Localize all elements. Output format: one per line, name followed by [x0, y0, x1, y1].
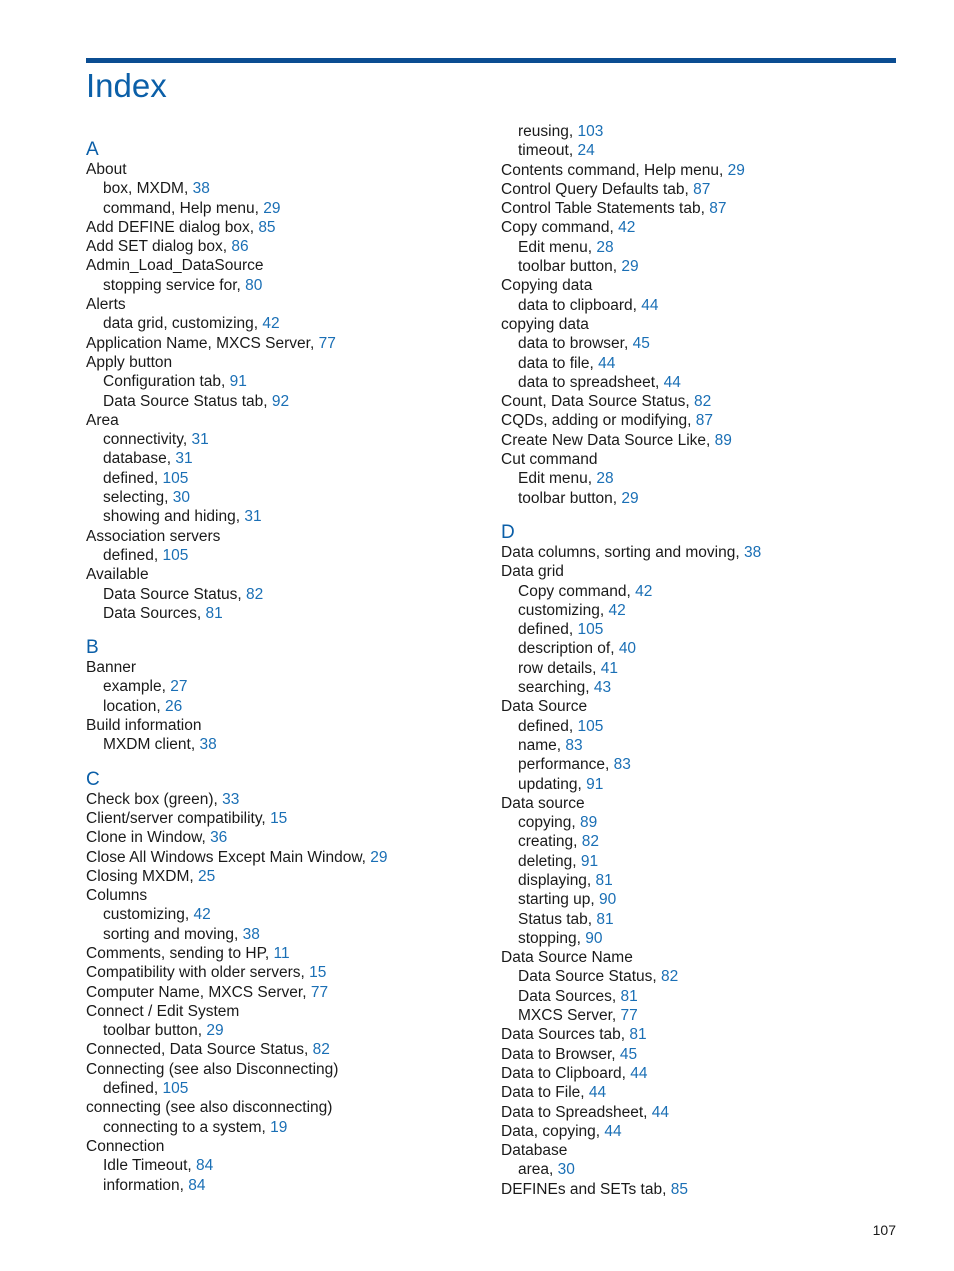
page-reference-link[interactable]: 15	[309, 964, 327, 982]
index-entry	[501, 794, 901, 813]
page-reference-link[interactable]: 81	[620, 987, 638, 1005]
index-entry	[501, 431, 901, 450]
page-reference-link[interactable]: 29	[370, 848, 388, 866]
index-entry	[86, 809, 486, 828]
index-subentry	[86, 1118, 486, 1137]
index-entry	[501, 218, 901, 237]
page-reference-link[interactable]: 80	[245, 276, 263, 294]
index-term: defined,	[103, 546, 163, 564]
index-entry	[86, 1060, 486, 1079]
index-term: timeout,	[518, 142, 578, 160]
page-reference-link[interactable]: 90	[599, 891, 617, 909]
index-term: Closing MXDM,	[86, 867, 198, 885]
index-term: Check box (green),	[86, 790, 223, 808]
index-term: Association servers	[86, 527, 221, 545]
index-term: Cut command	[501, 451, 598, 469]
index-entry	[86, 1002, 486, 1021]
page-reference-link[interactable]: 42	[262, 315, 280, 333]
page-reference-link[interactable]: 82	[581, 833, 600, 851]
index-term: updating,	[518, 775, 587, 793]
index-entry	[86, 790, 486, 809]
page-reference-link[interactable]: 81	[629, 1026, 647, 1044]
index-subentry	[86, 1156, 486, 1175]
index-entry	[501, 315, 901, 334]
page-reference-link[interactable]: 30	[557, 1161, 575, 1179]
index-term: row details,	[518, 659, 601, 677]
page-reference-link[interactable]: 82	[661, 968, 679, 986]
page-reference-link[interactable]: 91	[229, 373, 247, 391]
index-term: Copy command,	[518, 582, 636, 600]
index-entry	[86, 218, 486, 237]
page-reference-link[interactable]: 30	[172, 489, 191, 507]
index-entry	[501, 276, 901, 295]
index-term: Contents command, Help menu,	[501, 161, 728, 179]
index-entry	[501, 392, 901, 411]
page-reference-link[interactable]: 84	[188, 1176, 206, 1194]
page-reference-link[interactable]: 87	[695, 412, 713, 430]
index-term: Columns	[86, 887, 148, 905]
index-subentry	[501, 257, 901, 276]
index-term: box, MXDM,	[103, 180, 193, 198]
page-reference-link[interactable]: 105	[162, 546, 189, 564]
index-subentry	[501, 1006, 901, 1025]
index-term: Build information	[86, 717, 202, 735]
index-subentry	[501, 717, 901, 736]
index-subentry	[86, 546, 486, 565]
page-reference-link[interactable]: 11	[273, 944, 290, 962]
index-term: information,	[103, 1176, 189, 1194]
page-reference-link[interactable]: 44	[598, 354, 616, 372]
index-term: Data Source Status,	[518, 968, 662, 986]
page-reference-link[interactable]: 44	[663, 373, 681, 391]
page-reference-link[interactable]: 45	[632, 335, 650, 353]
index-term: Add DEFINE dialog box,	[86, 218, 259, 236]
index-term: Banner	[86, 659, 136, 677]
index-entry	[501, 948, 901, 967]
index-term: Data, copying,	[501, 1122, 605, 1140]
index-subentry	[501, 639, 901, 658]
index-subentry	[86, 199, 486, 218]
index-subentry	[501, 620, 901, 639]
index-entry	[86, 716, 486, 735]
index-entry	[501, 1025, 901, 1044]
index-letter-heading: B	[86, 637, 99, 659]
index-term: Control Table Statements tab,	[501, 200, 710, 218]
index-entry	[501, 697, 901, 716]
page-reference-link[interactable]: 36	[210, 829, 228, 847]
index-subentry	[86, 469, 486, 488]
index-term: Computer Name, MXCS Server,	[86, 983, 311, 1001]
index-term: connecting (see also disconnecting)	[86, 1099, 333, 1117]
index-term: Create New Data Source Like,	[501, 431, 715, 449]
page-reference-link[interactable]: 87	[693, 180, 711, 198]
page-reference-link[interactable]: 24	[577, 142, 595, 160]
index-subentry	[501, 334, 901, 353]
index-entry	[86, 848, 486, 867]
index-subentry	[501, 890, 901, 909]
index-term: starting up,	[518, 891, 599, 909]
index-entry	[86, 160, 486, 179]
page-reference-link[interactable]: 42	[193, 906, 211, 924]
index-term: customizing,	[103, 906, 194, 924]
index-subentry	[86, 905, 486, 924]
index-entry	[501, 1045, 901, 1064]
index-term: Status tab,	[518, 910, 597, 928]
index-term: command, Help menu,	[103, 199, 264, 217]
index-term: Data Source Name	[501, 949, 633, 967]
index-term: toolbar button,	[103, 1022, 207, 1040]
index-term: Data source	[501, 794, 585, 812]
index-entry	[501, 199, 901, 218]
page-reference-link[interactable]: 77	[318, 334, 336, 352]
index-subentry	[501, 354, 901, 373]
page-reference-link[interactable]: 44	[641, 296, 659, 314]
index-entry	[501, 543, 901, 562]
index-term: searching,	[518, 679, 594, 697]
index-letter-heading: A	[86, 139, 99, 160]
page-reference-link[interactable]: 91	[586, 775, 604, 793]
page-reference-link[interactable]: 105	[577, 717, 604, 735]
index-term: Compatibility with older servers,	[86, 964, 310, 982]
index-term: Close All Windows Except Main Window,	[86, 848, 371, 866]
index-term: connecting to a system,	[103, 1118, 271, 1136]
index-term: Data Source Status tab,	[103, 392, 272, 410]
index-entry	[501, 1180, 901, 1199]
index-term: sorting and moving,	[103, 925, 243, 943]
index-term: data grid, customizing,	[103, 315, 263, 333]
index-subentry	[501, 122, 901, 141]
page-reference-link[interactable]: 40	[618, 640, 637, 658]
page-reference-link[interactable]: 83	[613, 756, 631, 774]
index-term: Connection	[86, 1137, 165, 1155]
index-subentry	[501, 871, 901, 890]
index-term: Data columns, sorting and moving,	[501, 543, 744, 561]
index-term: Clone in Window,	[86, 829, 211, 847]
index-subentry	[501, 238, 901, 257]
index-entry	[501, 411, 901, 430]
index-entry	[86, 1137, 486, 1156]
index-term: toolbar button,	[518, 258, 622, 276]
page-reference-link[interactable]: 28	[596, 470, 614, 488]
page-reference-link[interactable]: 33	[222, 790, 240, 808]
index-term: Connect / Edit System	[86, 1002, 240, 1020]
page-reference-link[interactable]: 92	[271, 392, 290, 410]
index-subentry	[501, 1160, 901, 1179]
page-reference-link[interactable]: 31	[175, 450, 193, 468]
index-term: showing and hiding,	[103, 508, 245, 526]
index-entry	[86, 527, 486, 546]
index-entry	[86, 963, 486, 982]
page-reference-link[interactable]: 44	[604, 1122, 622, 1140]
page-reference-link[interactable]: 41	[600, 659, 618, 677]
index-entry	[86, 411, 486, 430]
page-reference-link[interactable]: 44	[630, 1064, 648, 1082]
page-reference-link[interactable]: 42	[635, 582, 653, 600]
page-reference-link[interactable]: 31	[191, 431, 209, 449]
index-term: Edit menu,	[518, 470, 597, 488]
index-subentry	[86, 430, 486, 449]
index-term: CQDs, adding or modifying,	[501, 412, 696, 430]
page-reference-link[interactable]: 105	[162, 1080, 189, 1098]
page-reference-link[interactable]: 91	[580, 852, 599, 870]
index-subentry	[501, 678, 901, 697]
index-term: Apply button	[86, 353, 173, 371]
index-entry	[501, 450, 901, 469]
page-reference-link[interactable]: 29	[263, 199, 281, 217]
index-letter-heading: C	[86, 768, 100, 790]
page-reference-link[interactable]: 29	[621, 489, 639, 507]
index-entry	[501, 1083, 901, 1102]
index-subentry	[86, 1021, 486, 1040]
page-reference-link[interactable]: 26	[165, 697, 183, 715]
index-term: copying,	[518, 814, 581, 832]
page-reference-link[interactable]: 86	[231, 238, 249, 256]
index-term: data to browser,	[518, 335, 633, 353]
index-term: Area	[86, 411, 119, 429]
index-term: Data Source Status,	[103, 585, 247, 603]
index-subentry	[501, 929, 901, 948]
index-term: Data to File,	[501, 1084, 589, 1102]
page-reference-link[interactable]: 81	[596, 910, 614, 928]
index-subentry	[501, 489, 901, 508]
index-entry	[86, 1040, 486, 1059]
index-subentry	[86, 314, 486, 333]
page-reference-link[interactable]: 87	[709, 200, 727, 218]
page-reference-link[interactable]: 81	[205, 604, 223, 622]
index-entry	[86, 353, 486, 372]
page-reference-link[interactable]: 77	[620, 1007, 638, 1025]
index-subentry	[86, 179, 486, 198]
page-reference-link[interactable]: 103	[577, 123, 604, 140]
index-entry	[86, 828, 486, 847]
index-entry	[501, 562, 901, 581]
page-number: 107	[872, 1222, 896, 1238]
index-term: Copying data	[501, 277, 593, 295]
page-reference-link[interactable]: 77	[310, 983, 329, 1001]
index-term: Data to Spreadsheet,	[501, 1103, 652, 1121]
index-subentry	[501, 755, 901, 774]
index-subentry	[86, 697, 486, 716]
index-term: MXDM client,	[103, 736, 200, 754]
index-term: About	[86, 161, 127, 178]
index-entry	[86, 983, 486, 1002]
index-term: area,	[518, 1161, 558, 1179]
index-term: creating,	[518, 833, 582, 851]
index-term: Available	[86, 566, 149, 584]
index-subentry	[86, 585, 486, 604]
index-entry	[501, 1141, 901, 1160]
index-entry	[501, 161, 901, 180]
page-reference-link[interactable]: 19	[270, 1118, 288, 1136]
index-term: Connecting (see also Disconnecting)	[86, 1060, 339, 1078]
index-subentry	[86, 276, 486, 295]
page-reference-link[interactable]: 89	[714, 431, 732, 449]
page-reference-link[interactable]: 44	[588, 1084, 607, 1102]
page-reference-link[interactable]: 89	[580, 814, 598, 832]
index-subentry	[501, 373, 901, 392]
page-reference-link[interactable]: 82	[694, 393, 712, 411]
index-subentry	[86, 677, 486, 696]
index-subentry	[86, 604, 486, 623]
page-reference-link[interactable]: 85	[258, 218, 276, 236]
index-term: data to clipboard,	[518, 296, 642, 314]
index-term: displaying,	[518, 871, 596, 889]
index-term: data to file,	[518, 354, 599, 372]
index-subentry	[501, 775, 901, 794]
index-term: Data Source	[501, 698, 588, 716]
index-entry	[86, 1098, 486, 1117]
index-term: copying data	[501, 315, 589, 333]
index-term: Alerts	[86, 296, 126, 314]
page-reference-link[interactable]: 42	[618, 219, 636, 237]
index-term: toolbar button,	[518, 489, 622, 507]
index-term: stopping service for,	[103, 276, 246, 294]
index-term: stopping,	[518, 929, 586, 947]
index-entry	[501, 180, 901, 199]
index-entry	[86, 334, 486, 353]
page-reference-link[interactable]: 29	[727, 161, 745, 179]
index-subentry	[86, 1176, 486, 1195]
index-entry	[86, 944, 486, 963]
index-term: Control Query Defaults tab,	[501, 180, 694, 198]
index-subentry	[501, 582, 901, 601]
index-subentry	[501, 659, 901, 678]
index-term: Data to Browser,	[501, 1045, 620, 1063]
index-term: Application Name, MXCS Server,	[86, 334, 319, 352]
index-column-right	[501, 122, 901, 1199]
page-reference-link[interactable]: 105	[162, 469, 189, 487]
index-term: Connected, Data Source Status,	[86, 1041, 313, 1059]
index-subentry	[86, 925, 486, 944]
page-reference-link[interactable]: 90	[585, 929, 603, 947]
page-reference-link[interactable]: 42	[608, 601, 626, 619]
index-term: defined,	[103, 1080, 163, 1098]
index-column-left	[86, 140, 486, 1195]
page-reference-link[interactable]: 44	[651, 1103, 670, 1121]
index-term: name,	[518, 736, 566, 754]
page-title: Index	[86, 67, 167, 104]
index-entry	[86, 867, 486, 886]
page-reference-link[interactable]: 81	[595, 871, 613, 889]
index-term: Add SET dialog box,	[86, 238, 232, 256]
page-reference-link[interactable]: 84	[196, 1157, 214, 1175]
index-subentry	[86, 488, 486, 507]
index-entry	[86, 237, 486, 256]
index-term: Configuration tab,	[103, 373, 230, 391]
index-term: connectivity,	[103, 431, 192, 449]
index-subentry	[86, 507, 486, 526]
index-term: location,	[103, 697, 166, 715]
index-term: Edit menu,	[518, 238, 597, 256]
header-rule	[86, 58, 896, 63]
index-subentry	[501, 987, 901, 1006]
index-term: data to spreadsheet,	[518, 373, 664, 391]
page-reference-link[interactable]: 31	[244, 508, 262, 526]
index-entry	[86, 658, 486, 677]
index-subentry	[501, 469, 901, 488]
index-term: Idle Timeout,	[103, 1157, 197, 1175]
index-term: example,	[103, 678, 171, 696]
page-reference-link[interactable]: 38	[743, 543, 762, 561]
index-subentry	[501, 813, 901, 832]
index-entry	[86, 295, 486, 314]
index-entry	[86, 256, 486, 275]
page-reference-link[interactable]: 38	[199, 736, 217, 754]
index-term: database,	[103, 450, 176, 468]
index-subentry	[501, 910, 901, 929]
index-term: selecting,	[103, 489, 173, 507]
index-term: Count, Data Source Status,	[501, 393, 694, 411]
page-reference-link[interactable]: 82	[312, 1041, 330, 1059]
page-reference-link[interactable]: 29	[206, 1022, 224, 1040]
page-reference-link[interactable]: 83	[565, 736, 583, 754]
index-term: Admin_Load_DataSource	[86, 257, 264, 275]
index-entry	[86, 565, 486, 584]
index-term: DEFINEs and SETs tab,	[501, 1180, 671, 1198]
index-subentry	[501, 601, 901, 620]
index-letter-heading: D	[501, 521, 515, 543]
index-term: MXCS Server,	[518, 1007, 621, 1025]
index-term: defined,	[518, 621, 578, 639]
index-subentry	[86, 392, 486, 411]
index-term: Client/server compatibility,	[86, 809, 271, 827]
index-subentry	[501, 832, 901, 851]
index-subentry	[86, 449, 486, 468]
page-reference-link[interactable]: 28	[596, 238, 614, 256]
index-term: Copy command,	[501, 219, 619, 237]
page-reference-link[interactable]: 82	[246, 585, 264, 603]
page-reference-link[interactable]: 38	[242, 925, 260, 943]
index-subentry	[501, 967, 901, 986]
page-reference-link[interactable]: 29	[621, 258, 639, 276]
index-term: Comments, sending to HP,	[86, 944, 274, 962]
index-term: reusing,	[518, 123, 578, 140]
index-term: deleting,	[518, 852, 581, 870]
page-reference-link[interactable]: 38	[192, 180, 210, 198]
index-subentry	[501, 141, 901, 160]
index-subentry	[501, 736, 901, 755]
index-term: customizing,	[518, 601, 609, 619]
index-term: Data grid	[501, 563, 564, 581]
index-term: defined,	[518, 717, 578, 735]
index-subentry	[501, 852, 901, 871]
page-reference-link[interactable]: 25	[197, 867, 216, 885]
page-reference-link[interactable]: 27	[170, 678, 188, 696]
index-term: description of,	[518, 640, 619, 658]
page-reference-link[interactable]: 85	[670, 1180, 688, 1198]
index-entry	[86, 886, 486, 905]
index-entry	[501, 1122, 901, 1141]
index-subentry	[86, 735, 486, 754]
index-term: Data Sources,	[103, 604, 206, 622]
index-entry	[501, 1064, 901, 1083]
index-term: Data Sources,	[518, 987, 621, 1005]
page-reference-link[interactable]: 15	[270, 809, 288, 827]
index-entry	[501, 1103, 901, 1122]
index-term: Database	[501, 1142, 568, 1160]
index-term: Data to Clipboard,	[501, 1064, 631, 1082]
index-subentry	[501, 296, 901, 315]
index-term: Data Sources tab,	[501, 1026, 630, 1044]
page-reference-link[interactable]: 43	[593, 679, 612, 697]
index-term: performance,	[518, 756, 614, 774]
page-reference-link[interactable]: 45	[619, 1045, 638, 1063]
index-term: defined,	[103, 469, 163, 487]
index-subentry	[86, 1079, 486, 1098]
index-subentry	[86, 372, 486, 391]
page-reference-link[interactable]: 105	[577, 621, 604, 639]
